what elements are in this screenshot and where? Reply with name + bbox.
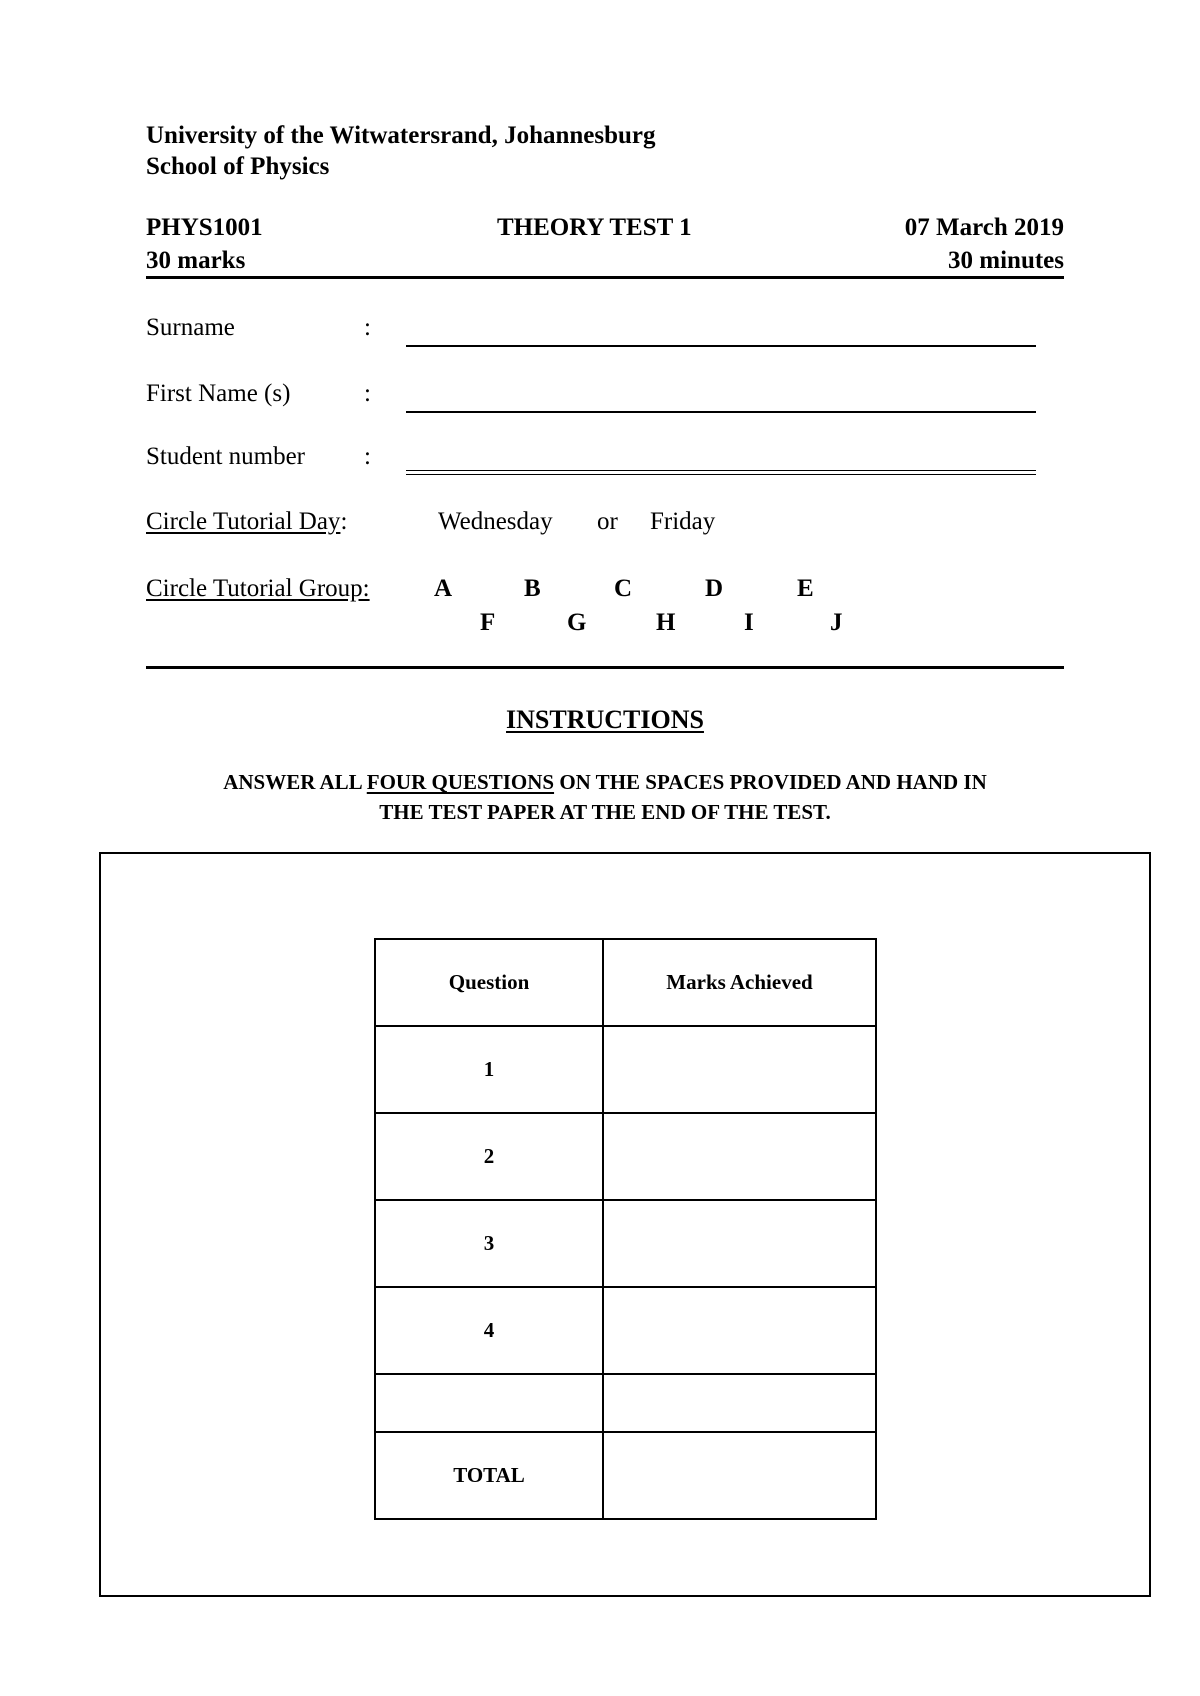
marks-table-header-row [375,939,876,1026]
instructions-title: INSTRUCTIONS [506,705,704,734]
marks-cell[interactable] [603,1026,876,1113]
header-divider [146,276,1064,279]
tutorial-day-label [146,508,347,536]
surname-field[interactable] [406,345,1036,347]
group-option-a[interactable]: A [434,575,453,602]
surname-label: Surname [146,314,235,341]
instructions-line-2: THE TEST PAPER AT THE END OF THE TEST. [379,800,831,824]
total-marks-cell[interactable] [603,1432,876,1519]
group-option-e[interactable]: E [797,575,814,602]
tutorial-day-label-text: Circle Tutorial Day [146,508,341,535]
marks-cell[interactable] [603,1287,876,1374]
student-number-colon: : [364,443,371,470]
student-number-field[interactable] [406,470,1036,471]
table-row [375,1200,876,1287]
test-name: THEORY TEST 1 [497,214,692,241]
table-row [375,1374,876,1432]
section-divider [146,666,1064,669]
question-number: 2 [375,1113,603,1200]
tutorial-group-label: Circle Tutorial Group: [146,575,370,602]
instructions-line-1-post: ON THE SPACES PROVIDED AND HAND IN [554,770,987,794]
marks-cell[interactable] [603,1113,876,1200]
marks-cell[interactable] [603,1200,876,1287]
university-name: University of the Witwatersrand, Johannesburg [146,122,656,149]
total-marks: 30 marks [146,247,246,274]
marks-table [374,938,877,1520]
total-label: TOTAL [375,1432,603,1519]
student-number-label: Student number [146,443,306,470]
first-name-label: First Name (s) [146,380,291,407]
instructions-line-1-pre: ANSWER ALL [223,770,367,794]
group-option-g[interactable]: G [567,609,587,636]
first-name-field[interactable] [406,411,1036,413]
table-row [375,1113,876,1200]
group-option-d[interactable]: D [705,575,724,602]
question-number: 3 [375,1200,603,1287]
school-name: School of Physics [146,153,330,180]
day-option-friday[interactable]: Friday [650,508,716,535]
group-option-h[interactable]: H [656,609,676,636]
question-number [375,1374,603,1432]
first-name-colon: : [364,380,371,407]
test-duration: 30 minutes [948,247,1064,274]
question-number: 4 [375,1287,603,1374]
marks-cell[interactable] [603,1374,876,1432]
group-option-i[interactable]: I [744,609,754,636]
group-option-b[interactable]: B [524,575,541,602]
course-code: PHYS1001 [146,214,263,241]
instructions-line-1 [146,767,1064,797]
marks-achieved-column-header: Marks Achieved [603,939,876,1026]
group-option-f[interactable]: F [480,609,496,636]
student-number-field-second-rule [406,474,1036,475]
question-column-header: Question [375,939,603,1026]
table-row-total [375,1432,876,1519]
day-or: or [597,508,618,535]
day-option-wednesday[interactable]: Wednesday [438,508,553,535]
group-option-c[interactable]: C [614,575,633,602]
surname-colon: : [364,314,371,341]
question-number: 1 [375,1026,603,1113]
test-date: 07 March 2019 [904,214,1064,241]
table-row [375,1287,876,1374]
tutorial-day-colon: : [340,508,348,535]
table-row [375,1026,876,1113]
group-option-j[interactable]: J [830,609,843,636]
instructions-four-questions: FOUR QUESTIONS [366,770,555,794]
